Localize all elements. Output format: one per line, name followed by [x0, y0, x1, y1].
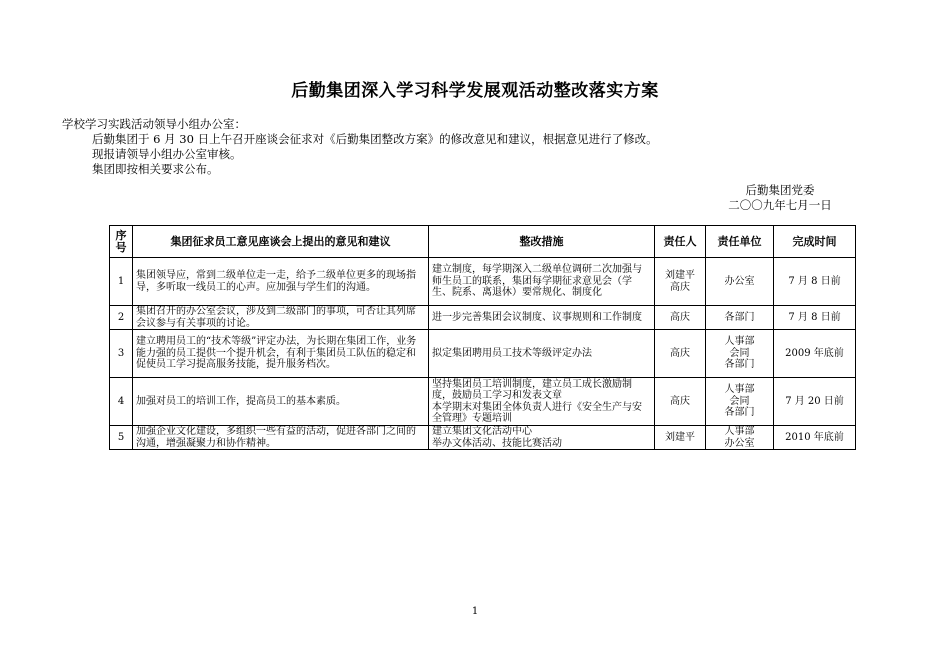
signature-org: 后勤集团党委 — [745, 183, 815, 197]
table-header-row — [110, 226, 856, 258]
salutation: 学校学习实践活动领导小组办公室： — [62, 117, 246, 131]
cell-unit: 人事部 会同 各部门 — [706, 330, 774, 378]
header-person: 责任人 — [655, 226, 706, 258]
table-row — [110, 330, 856, 378]
cell-deadline: 7 月 8 日前 — [774, 306, 856, 330]
cell-unit: 各部门 — [706, 306, 774, 330]
cell-opinion: 加强企业文化建设，多组织一些有益的活动，促进各部门之间的沟通，增强凝聚力和协作精神。 — [133, 426, 429, 450]
cell-unit: 人事部 会同 各部门 — [706, 378, 774, 426]
header-deadline: 完成时间 — [774, 226, 856, 258]
cell-opinion: 集团召开的办公室会议，涉及到二级部门的事项，可否让其列席会议参与有关事项的讨论。 — [133, 306, 429, 330]
header-no: 序号 — [110, 226, 133, 258]
cell-no: 4 — [110, 378, 133, 426]
cell-deadline: 2010 年底前 — [774, 426, 856, 450]
header-measure: 整改措施 — [429, 226, 655, 258]
table-row — [110, 306, 856, 330]
cell-deadline: 7 月 20 日前 — [774, 378, 856, 426]
cell-measure: 拟定集团聘用员工技术等级评定办法 — [429, 330, 655, 378]
cell-person: 刘建平 高庆 — [655, 258, 706, 306]
cell-measure: 进一步完善集团会议制度、议事规则和工作制度 — [429, 306, 655, 330]
cell-measure: 建立集团文化活动中心 举办文体活动、技能比赛活动 — [429, 426, 655, 450]
page-number: 1 — [471, 606, 479, 617]
cell-opinion: 集团领导应，常到二级单位走一走，给予二级单位更多的现场指导，多听取一线员工的心声。应加强与学生们的沟通。 — [133, 258, 429, 306]
cell-no: 2 — [110, 306, 133, 330]
intro-line: 后勤集团于 6 月 30 日上午召开座谈会征求对《后勤集团整改方案》的修改意见和建议，根据意见进行了修改。 — [92, 132, 658, 146]
intro-paragraph — [62, 117, 658, 177]
signature-date: 二〇〇九年七月一日 — [728, 198, 832, 212]
intro-line: 集团即按相关要求公布。 — [92, 162, 219, 176]
document-title: 后勤集团深入学习科学发展观活动整改落实方案 — [291, 81, 659, 101]
cell-opinion: 加强对员工的培训工作，提高员工的基本素质。 — [133, 378, 429, 426]
cell-unit: 办公室 — [706, 258, 774, 306]
rectification-table — [109, 225, 856, 450]
intro-line: 现报请领导小组办公室审核。 — [92, 147, 242, 161]
cell-opinion: 建立聘用员工的“技术等级”评定办法，为长期在集团工作，业务能力强的员工提供一个提升机会，有利于集团员工队伍的稳定和促使员工学习提高服务技能，提升服务档次。 — [133, 330, 429, 378]
cell-measure: 建立制度，每学期深入二级单位调研二次加强与师生员工的联系，集团每学期征求意见会（学生、院系、离退休）要常规化、制度化 — [429, 258, 655, 306]
signature-block — [710, 183, 850, 213]
cell-person: 高庆 — [655, 330, 706, 378]
cell-deadline: 7 月 8 日前 — [774, 258, 856, 306]
table-row — [110, 378, 856, 426]
table-row — [110, 426, 856, 450]
table-row — [110, 258, 856, 306]
cell-unit: 人事部 办公室 — [706, 426, 774, 450]
header-opinion: 集团征求员工意见座谈会上提出的意见和建议 — [133, 226, 429, 258]
cell-person: 高庆 — [655, 378, 706, 426]
cell-person: 高庆 — [655, 306, 706, 330]
cell-person: 刘建平 — [655, 426, 706, 450]
cell-no: 3 — [110, 330, 133, 378]
cell-no: 5 — [110, 426, 133, 450]
cell-measure: 坚持集团员工培训制度，建立员工成长激励制度，鼓励员工学习和发表文章 本学期末对集团全体负责人进行《安全生产与安全管理》专题培训 — [429, 378, 655, 426]
cell-no: 1 — [110, 258, 133, 306]
cell-deadline: 2009 年底前 — [774, 330, 856, 378]
header-unit: 责任单位 — [706, 226, 774, 258]
